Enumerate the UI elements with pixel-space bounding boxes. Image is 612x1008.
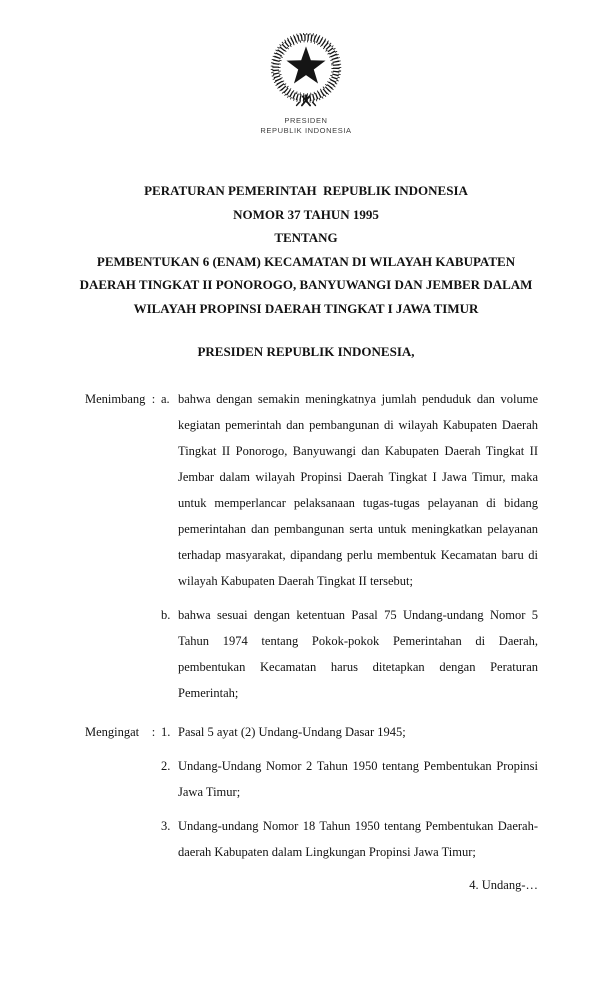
item-text: Pasal 5 ayat (2) Undang-Undang Dasar 1945; [178,725,406,739]
clause-menimbang [85,386,538,706]
item-marker: 3. [161,819,171,833]
item-marker: b. [161,608,171,622]
letterhead-presiden-label: PRESIDEN [284,116,328,125]
clause-colon: : [151,725,156,739]
letterhead [0,33,612,136]
legal-basis-item-3 [161,813,538,865]
clause-label-mengingat: Mengingat [85,725,140,739]
legal-basis-item-2 [161,753,538,805]
menimbang-items [161,386,538,706]
title-line-subject-2: DAERAH TINGKAT II PONOROGO, BANYUWANGI DAN JEMBER DALAM [79,277,533,293]
letterhead-caption [0,116,612,136]
presidential-star-wreath-emblem-icon [265,33,347,109]
letterhead-republik-label: REPUBLIK INDONESIA [260,126,352,135]
item-marker: a. [161,392,170,406]
consideration-item-a [161,386,538,594]
title-line-subject-1: PEMBENTUKAN 6 (ENAM) KECAMATAN DI WILAYAH KABUPATEN [96,253,516,269]
title-line-number: NOMOR 37 TAHUN 1995 [233,206,379,222]
title-line-tentang: TENTANG [274,230,338,246]
clause-mengingat [85,719,538,865]
mengingat-items [161,719,538,865]
salutation: PRESIDEN REPUBLIK INDONESIA, [197,344,415,359]
legal-basis-item-1 [161,719,538,745]
clause-label-menimbang: Menimbang [85,392,146,406]
item-marker: 1. [161,725,171,739]
item-text: bahwa sesuai dengan ketentuan Pasal 75 Undang-undang Nomor 5 Tahun 1974 tentang Pokok-pokok Pemerintahan di Daerah, pembentukan Kecamatan harus ditetapkan dengan Peraturan Pemerintah; [178,608,538,700]
item-marker: 2. [161,759,171,773]
document-title [38,179,574,321]
title-line-regulation: PERATURAN PEMERINTAH REPUBLIK INDONESIA [144,183,468,198]
preamble [85,386,538,898]
title-line-subject-3: WILAYAH PROPINSI DAERAH TINGKAT I JAWA TIMUR [133,300,479,316]
catchword: 4. Undang-… [469,878,538,892]
item-text: bahwa dengan semakin meningkatnya jumlah penduduk dan volume kegiatan pemerintah dan pembangunan di wilayah Kabupaten Daerah Tingkat II Ponorogo, Banyuwangi dan Kabupaten Daerah Tingkat II Jembar dalam wilayah Propinsi Daerah Tingkat I Jawa Timur, maka untuk memperlancar pelaksanaan tugas-tugas pelayanan di bidang pemerintahan dan pembangunan serta untuk meningkatkan pelayanan terhadap masyarakat, dipandang perlu membentuk Kecamatan baru di wilayah Kabupaten Daerah Tingkat II tersebut; [178,392,538,588]
item-text: Undang-undang Nomor 18 Tahun 1950 tentang Pembentukan Daerah-daerah Kabupaten dalam Lingkungan Propinsi Jawa Timur; [178,819,538,859]
item-text: Undang-Undang Nomor 2 Tahun 1950 tentang Pembentukan Propinsi Jawa Timur; [178,759,538,799]
consideration-item-b [161,602,538,706]
clause-colon: : [151,392,156,406]
